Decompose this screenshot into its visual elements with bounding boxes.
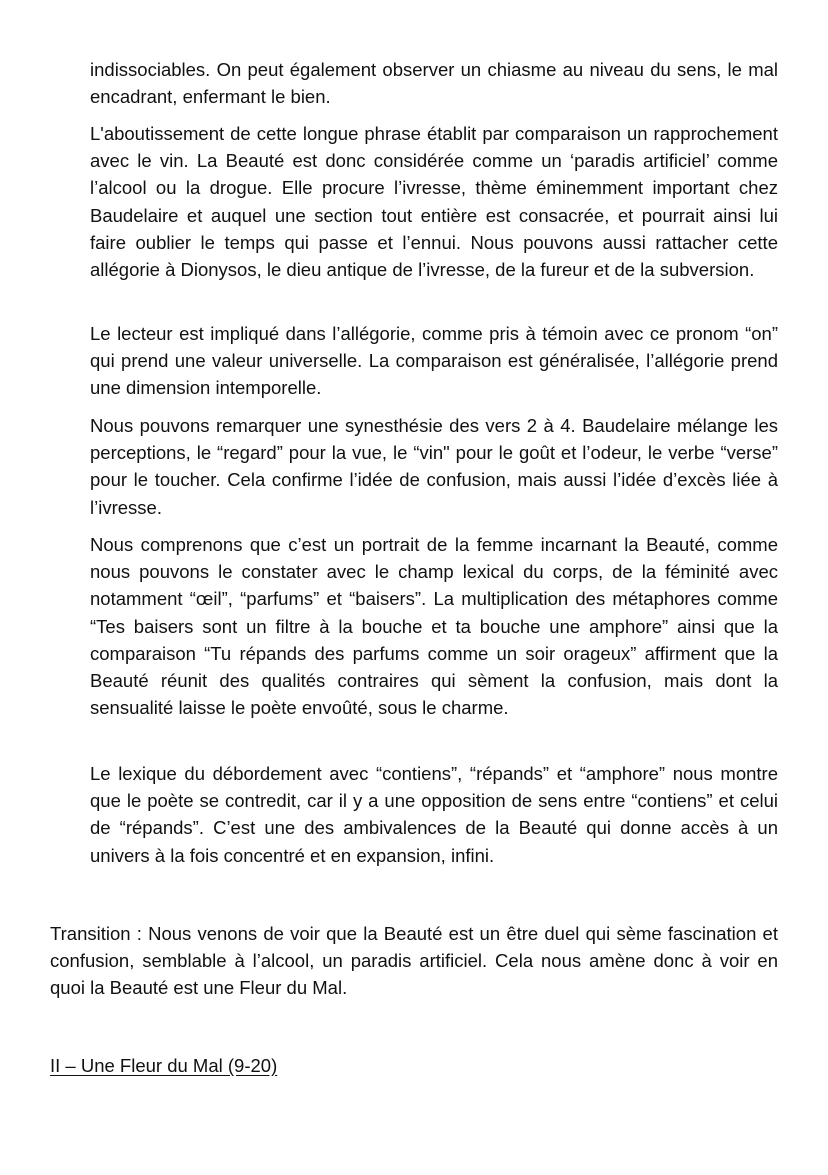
- section-heading: II – Une Fleur du Mal (9-20): [50, 1055, 278, 1076]
- paragraph-4: Nous pouvons remarquer une synesthésie des vers 2 à 4. Baudelaire mélange les perceptions, le “regard” pour la vue, le “vin" pour le goût et l’odeur, le verbe “verse” pour le toucher. Cela confirme l’idée de confusion, mais aussi l’idée d’excès liée à l’ivresse.: [90, 415, 778, 518]
- paragraph-1: indissociables. On peut également observer un chiasme au niveau du sens, le mal encadrant, enfermant le bien.: [90, 59, 778, 108]
- paragraph-6: Le lexique du débordement avec “contiens”, “répands” et “amphore” nous montre que le poète se contredit, car il y a une opposition de sens entre “contiens” et celui de “répands”. C’est une des ambivalences de la Beauté qui donne accès à un univers à la fois concentré et en expansion, infini.: [90, 763, 778, 866]
- paragraph-3: Le lecteur est impliqué dans l’allégorie, comme pris à témoin avec ce pronom “on” qui prend une valeur universelle. La comparaison est généralisée, l’allégorie prend une dimension intemporelle.: [90, 323, 778, 399]
- transition-paragraph: Transition : Nous venons de voir que la Beauté est un être duel qui sème fascination et confusion, semblable à l’alcool, un paradis artificiel. Cela nous amène donc à voir en quoi la Beauté est une Fleur du Mal.: [50, 923, 778, 999]
- paragraph-2: L'aboutissement de cette longue phrase établit par comparaison un rapprochement avec le vin. La Beauté est donc considérée comme un ‘paradis artificiel’ comme l’alcool ou la drogue. Elle procure l’ivresse, thème éminemment important chez Baudelaire et auquel une section tout entière est consacrée, et pourrait ainsi lui faire oublier le temps qui passe et l’ennui. Nous pouvons aussi rattacher cette allégorie à Dionysos, le dieu antique de l’ivresse, de la fureur et de la subversion.: [90, 123, 778, 281]
- paragraph-5: Nous comprenons que c’est un portrait de la femme incarnant la Beauté, comme nous pouvons le constater avec le champ lexical du corps, de la féminité avec notamment “œil”, “parfums” et “baisers”. La multiplication des métaphores comme “Tes baisers sont un filtre à la bouche et ta bouche une amphore” ainsi que la comparaison “Tu répands des parfums comme un soir orageux” affirment que la Beauté réunit des qualités contraires qui sèment la confusion, mais dont la sensualité laisse le poète envoûté, sous le charme.: [90, 534, 778, 719]
